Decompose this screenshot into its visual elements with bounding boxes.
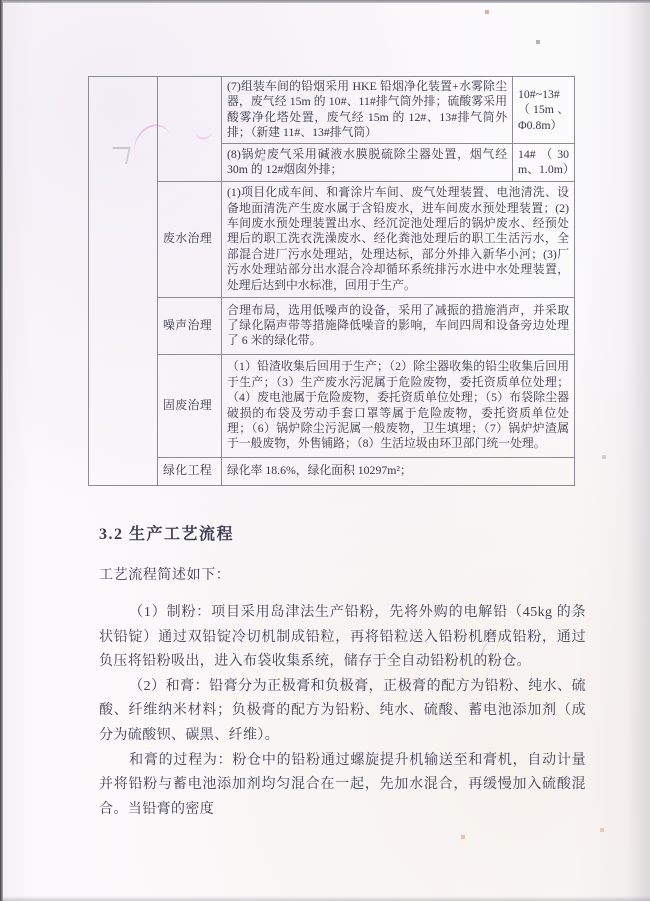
table-cell-greening-text: 绿化率 18.6%，绿化面积 10297m²；: [222, 457, 575, 485]
scan-shade-bottom: [0, 896, 650, 901]
scan-edge-left: [0, 0, 3, 901]
scan-shade-right: [626, 0, 650, 901]
table-cell-solid-waste-text: （1）铅渣收集后回用于生产；（2）除尘器收集的铅尘收集后回用于生产；（3）生产废水污泥属于危险废物，委托资质单位处理；（4）废电池属于危险废物，委托资质单位处理；（5）布袋除尘器破损的布袋及劳动手套口罩等属于危险废物，委托资质单位处理；（6）锅炉除尘污泥属一般废物，卫生填埋；（7）锅炉炉渣属于一般废物，外售铺路；（8）生活垃圾由环卫部门统一处理。: [222, 354, 575, 457]
process-description: [99, 601, 586, 822]
table-cell-wastewater-text: (1)项目化成车间、和膏涂片车间、废气处理装置、电池清洗、设备地面清洗产生废水属于含铅废水，进车间废水预处理装置；(2)车间废水预处理装置出水、经沉淀池处理后的锅炉废水、经预处理后的职工洗衣洗澡废水、经化粪池处理后的职工生活污水，全部混合进厂污水处理站，处理达标，部分外排入新华小河；(3)厂污水处理站部分出水混合冷却循环系统排污水进中水处理装置，处理后达到中水标准，回用于生产。: [222, 181, 575, 297]
table-cell-category-empty: [89, 77, 158, 486]
section-heading: 3.2 生产工艺流程: [99, 526, 235, 543]
table-cell-greening-label: 绿化工程: [158, 457, 222, 485]
table-row-greening: [89, 457, 575, 485]
paragraph-pasting-process: 和膏的过程为：粉仓中的铅粉通过螺旋提升机输送至和膏机，自动计量并将铅粉与蓄电池添加剂均匀混合在一起，先加水混合，再缓慢加入硫酸混合。当铅膏的密度: [99, 752, 586, 817]
scan-edge-top: [0, 0, 650, 3]
table-cell-solid-waste-label: 固废治理: [158, 354, 222, 457]
intro-line: 工艺流程简述如下：: [99, 568, 231, 583]
table-cell-exhaust-label-empty: [158, 77, 222, 182]
table-row-wastewater: [89, 181, 575, 297]
table-row-solid-waste: [89, 354, 575, 457]
pollution-treatment-table: [88, 76, 575, 486]
table-cell-noise-label: 噪声治理: [158, 297, 222, 354]
table-cell-noise-text: 合理布局，选用低噪声的设备，采用了减振的措施消声，并采取了绿化隔声带等措施降低噪音的影响，车间四周和设备旁边处理了 6 米的绿化带。: [222, 297, 575, 354]
table-cell-exhaust8-text: (8)锅炉废气采用碱液水膜脱硫除尘器处置，烟气经 30m 的 12#烟囱外排；: [222, 143, 513, 181]
table-cell-exhaust8-stack: 14#（30m、1.0m）: [513, 143, 575, 181]
paragraph-milling: （1）制粉：项目采用岛津法生产铅粉，先将外购的电解铅（45kg 的条状铅锭）通过双铅锭冷切机制成铅粒，再将铅粒送入铅粉机磨成铅粉，通过负压将铅粉吸出，进入布袋收集系统，储存于全自动铅粉机的粉仓。: [99, 605, 586, 670]
table-cell-exhaust7-text: (7)组装车间的铅烟采用 HKE 铅烟净化装置+水雾除尘器，废气经 15m 的 10#、11#排气筒外排；硫酸雾采用酸雾净化塔处置，废气经 15m 的 12#、13#排气筒外排；（新建 11#、13#排气筒）: [222, 77, 513, 144]
table-cell-wastewater-label: 废水治理: [158, 181, 222, 297]
table-row-noise: [89, 297, 575, 354]
table-row-exhaust-7: [89, 77, 575, 144]
paragraph-pasting: （2）和膏：铅膏分为正极膏和负极膏，正极膏的配方为铅粉、纯水、硫酸、纤维纳米材料；负极膏的配方为铅粉、纯水、硫酸、蓄电池添加剂（成分为硫酸钡、碳黑、纤维）。: [99, 678, 586, 743]
table-cell-exhaust7-stack: 10#~13#（15m、Φ0.8m）: [513, 77, 575, 144]
